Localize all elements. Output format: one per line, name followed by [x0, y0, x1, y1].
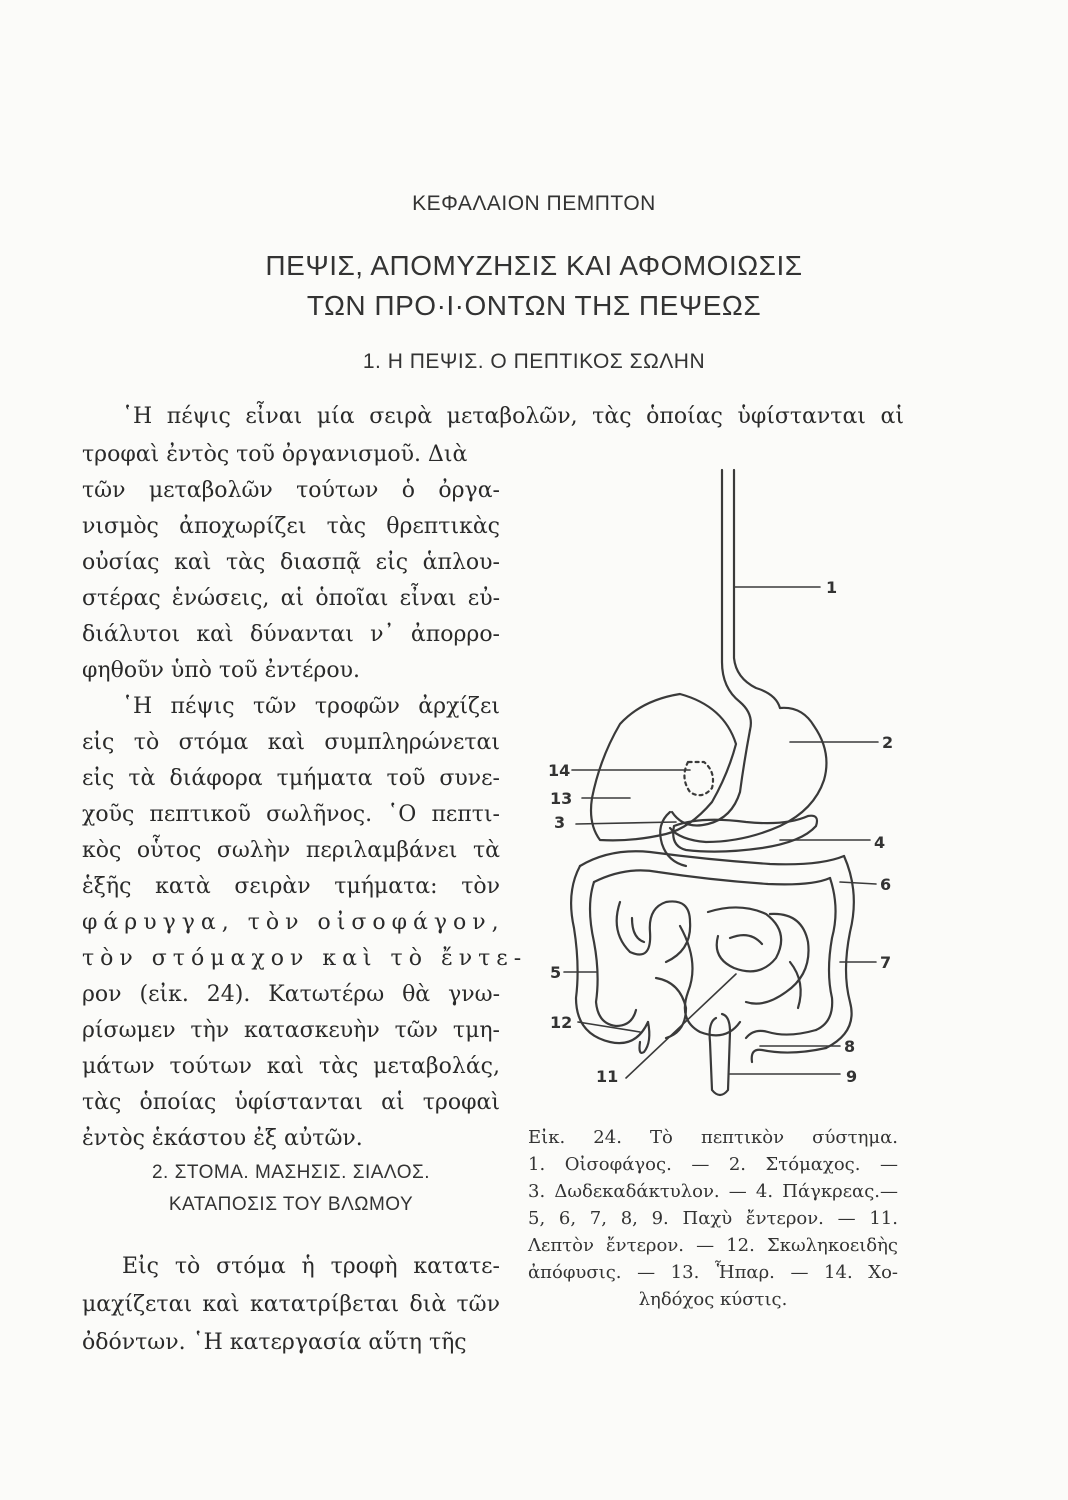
body-line: φηθοῦν ὑπὸ τοῦ ἐντέρου.: [82, 658, 360, 683]
body-line: ἑξῆς κατὰ σειρὰν τμήματα: τὸν: [82, 874, 500, 899]
esophagus-outline: [734, 470, 780, 708]
chapter-heading: ΚΕΦΑΛΑΙΟΝ ΠΕΜΠΤΟΝ: [412, 192, 656, 215]
body-line: μάτων τούτων καὶ τὰς μεταβολάς,: [82, 1054, 500, 1079]
pancreas-outline: [673, 816, 817, 852]
figure-label: 7: [880, 953, 892, 972]
small-intestine-coils: [617, 901, 809, 1038]
body-line: οὐσίας καὶ τὰς διασπᾷ εἰς ἁπλου-: [82, 550, 500, 575]
gallbladder-outline: [684, 762, 713, 795]
figure-label: 13: [550, 789, 573, 808]
body-line: τροφαὶ ἐντὸς τοῦ ὀργανισμοῦ. Διὰ: [82, 442, 468, 467]
transverse-colon-outline: [580, 851, 844, 866]
body-line: χοῦς πεπτικοῦ σωλῆνος. ῾Ο πεπτι-: [82, 802, 500, 827]
sigmoid-colon-outline: [752, 1048, 826, 1062]
figure-caption-line: 5, 6, 7, 8, 9. Παχὺ ἔντερον. — 11.: [528, 1208, 898, 1229]
body-line: διάλυτοι καὶ δύνανται ν᾽ ἀπορρο-: [82, 622, 500, 647]
body-line: ρον (εἰκ. 24). Κατωτέρω θὰ γνω-: [82, 982, 500, 1007]
digestive-system-diagram: [540, 462, 920, 1112]
sigmoid-colon-outline: [746, 1030, 816, 1038]
figure-label: 3: [554, 813, 566, 832]
figure-label: 9: [846, 1067, 858, 1086]
section-2-heading-line-2: ΚΑΤΑΠΟΣΙΣ ΤΟΥ ΒΛΩΜΟΥ: [168, 1194, 414, 1215]
leader-line: [840, 882, 876, 884]
body-line: ἐντὸς ἑκάστου ἐξ αὐτῶν.: [82, 1126, 363, 1151]
body-line: κὸς οὗτος σωλὴν περιλαμβάνει τὰ: [82, 838, 500, 863]
figure-caption-line: ληδόχος κύστις.: [638, 1289, 788, 1310]
body-line: ρίσωμεν τὴν κατασκευὴν τῶν τμη-: [82, 1018, 500, 1043]
figure-label: 11: [596, 1067, 619, 1086]
section-2-heading-line-1: 2. ΣΤΟΜΑ. ΜΑΣΗΣΙΣ. ΣΙΑΛΟΣ.: [151, 1162, 431, 1183]
rectum-outline: [710, 1014, 730, 1095]
transverse-colon-outline: [594, 870, 830, 884]
figure-label: 12: [550, 1013, 573, 1032]
body-line: ῾Η πέψις τῶν τροφῶν ἀρχίζει: [122, 694, 500, 719]
esophagus-outline: [722, 470, 751, 730]
figure-label: 1: [826, 578, 838, 597]
chapter-title-line-1: ΠΕΨΙΣ, ΑΠΟΜΥΖΗΣΙΣ ΚΑΙ ΑΦΟΜΟΙΩΣΙΣ: [265, 250, 803, 281]
body-line: τῶν μεταβολῶν τούτων ὁ ὀργα-: [82, 478, 500, 503]
body-line: τὸν στόμαχον καὶ τὸ ἔντε-: [82, 946, 528, 971]
figure-caption-line: 1. Οἰσοφάγος. — 2. Στόμαχος. —: [528, 1154, 898, 1175]
body-line: εἰς τὸ στόμα καὶ συμπληρώνεται: [82, 730, 500, 755]
descending-colon-outline: [816, 878, 836, 1030]
figure-label: 6: [880, 875, 892, 894]
figure-caption-line: 3. Δωδεκαδάκτυλον. — 4. Πάγκρεας.—: [528, 1181, 898, 1202]
figure-label: 2: [882, 733, 894, 752]
ascending-colon-outline: [590, 882, 636, 1026]
chapter-title-line-2: ΤΩΝ ΠΡΟ·Ι·ΟΝΤΩΝ ΤΗΣ ΠΕΨΕΩΣ: [306, 290, 762, 321]
figure-label: 4: [874, 833, 886, 852]
body-line: Εἰς τὸ στόμα ἡ τροφὴ κατατε-: [122, 1254, 500, 1279]
body-line: φάρυγγα, τὸν οἰσοφάγον,: [82, 910, 505, 935]
body-line: νισμὸς ἀποχωρίζει τὰς θρεπτικὰς: [82, 514, 500, 539]
body-line: ῾Η πέψις εἶναι μία σειρὰ μεταβολῶν, τὰς ὁποίας ὑφίστανται αἱ: [122, 404, 904, 429]
body-line: ὀδόντων. ῾Η κατεργασία αὕτη τῆς: [82, 1330, 467, 1355]
body-line: στέρας ἑνώσεις, αἱ ὁποῖαι εἶναι εὐ-: [82, 586, 500, 611]
figure-label: 14: [548, 761, 571, 780]
figure-label: 8: [844, 1037, 856, 1056]
figure-caption-line: Λεπτὸν ἔντερον. — 12. Σκωληκοειδὴς: [528, 1235, 898, 1256]
leader-line: [626, 974, 736, 1078]
digestive-system-figure: [540, 462, 920, 1112]
body-line: εἰς τὰ διάφορα τμήματα τοῦ συνε-: [82, 766, 500, 791]
figure-caption-line: Εἰκ. 24. Τὸ πεπτικὸν σύστημα.: [528, 1127, 898, 1148]
figure-label: 5: [550, 963, 562, 982]
body-line: μαχίζεται καὶ κατατρίβεται διὰ τῶν: [82, 1292, 500, 1317]
figure-caption-line: ἀπόφυσις. — 13. Ἧπαρ. — 14. Χο-: [528, 1262, 898, 1283]
body-line: τὰς ὁποίας ὑφίστανται αἱ τροφαὶ: [82, 1090, 500, 1115]
section-1-heading: 1. Η ΠΕΨΙΣ. Ο ΠΕΠΤΙΚΟΣ ΣΩΛΗΝ: [362, 350, 706, 373]
